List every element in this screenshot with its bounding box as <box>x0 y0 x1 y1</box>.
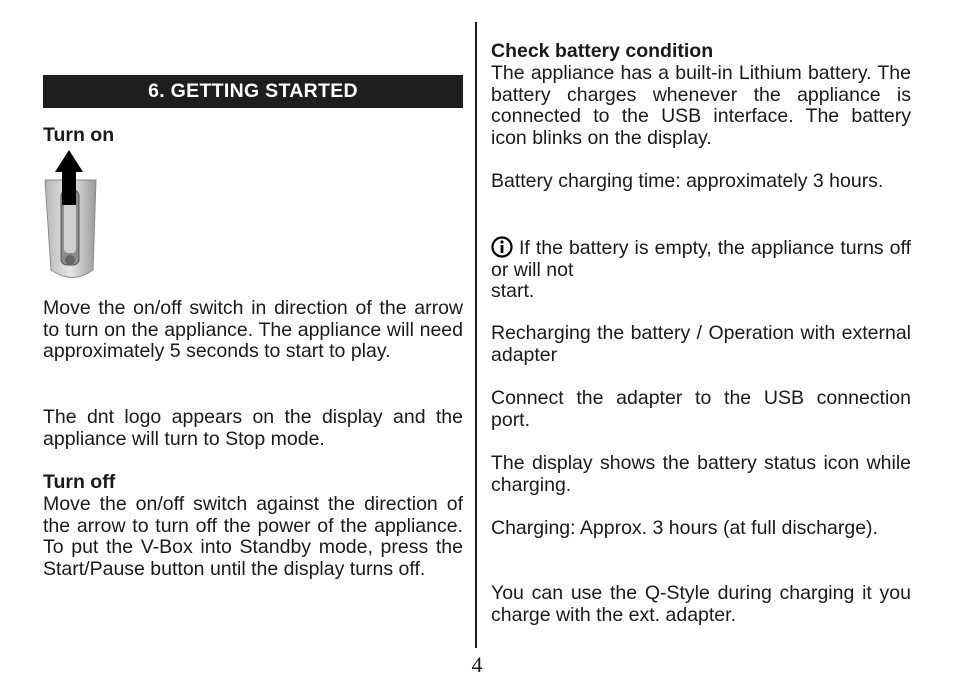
page-number: 4 <box>471 652 483 677</box>
section-banner <box>43 75 463 108</box>
display-paragraph: The display shows the battery status icon while charging. <box>491 452 911 496</box>
section-title: 6. GETTING STARTED <box>148 80 358 102</box>
turn-on-paragraph-1: Move the on/off switch in direction of the arrow to turn on the appliance. The appliance will need approximately 5 seconds to start to play. <box>43 297 463 362</box>
turn-on-heading: Turn on <box>43 124 115 146</box>
device-switch-illustration <box>43 150 98 285</box>
turn-off-heading: Turn off <box>43 471 116 493</box>
qstyle-paragraph: You can use the Q-Style during charging it you charge with the ext. adapter. <box>491 582 911 626</box>
battery-paragraph-1: The appliance has a built-in Lithium battery. The battery charges whenever the appliance is connected to the USB interface. The battery icon blinks on the display. <box>491 62 911 149</box>
battery-heading: Check battery condition <box>491 40 714 62</box>
info-circle-icon <box>491 236 513 258</box>
battery-paragraph-2: Battery charging time: approximately 3 hours. <box>491 170 884 192</box>
charging-paragraph: Charging: Approx. 3 hours (at full discharge). <box>491 517 878 539</box>
info-note-line-1: If the battery is empty, the appliance turns off or will not <box>491 237 911 281</box>
info-note <box>491 236 911 303</box>
turn-on-paragraph-2: The dnt logo appears on the display and the appliance will turn to Stop mode. <box>43 406 463 450</box>
column-divider <box>475 22 477 648</box>
turn-off-paragraph: Move the on/off switch against the direction of the arrow to turn off the power of the appliance. To put the V-Box into Standby mode, press the Start/Pause button until the display turns off. <box>43 493 463 580</box>
info-note-line-2: start. <box>491 280 535 302</box>
connect-paragraph: Connect the adapter to the USB connection port. <box>491 387 911 431</box>
recharge-paragraph: Recharging the battery / Operation with external adapter <box>491 322 911 366</box>
